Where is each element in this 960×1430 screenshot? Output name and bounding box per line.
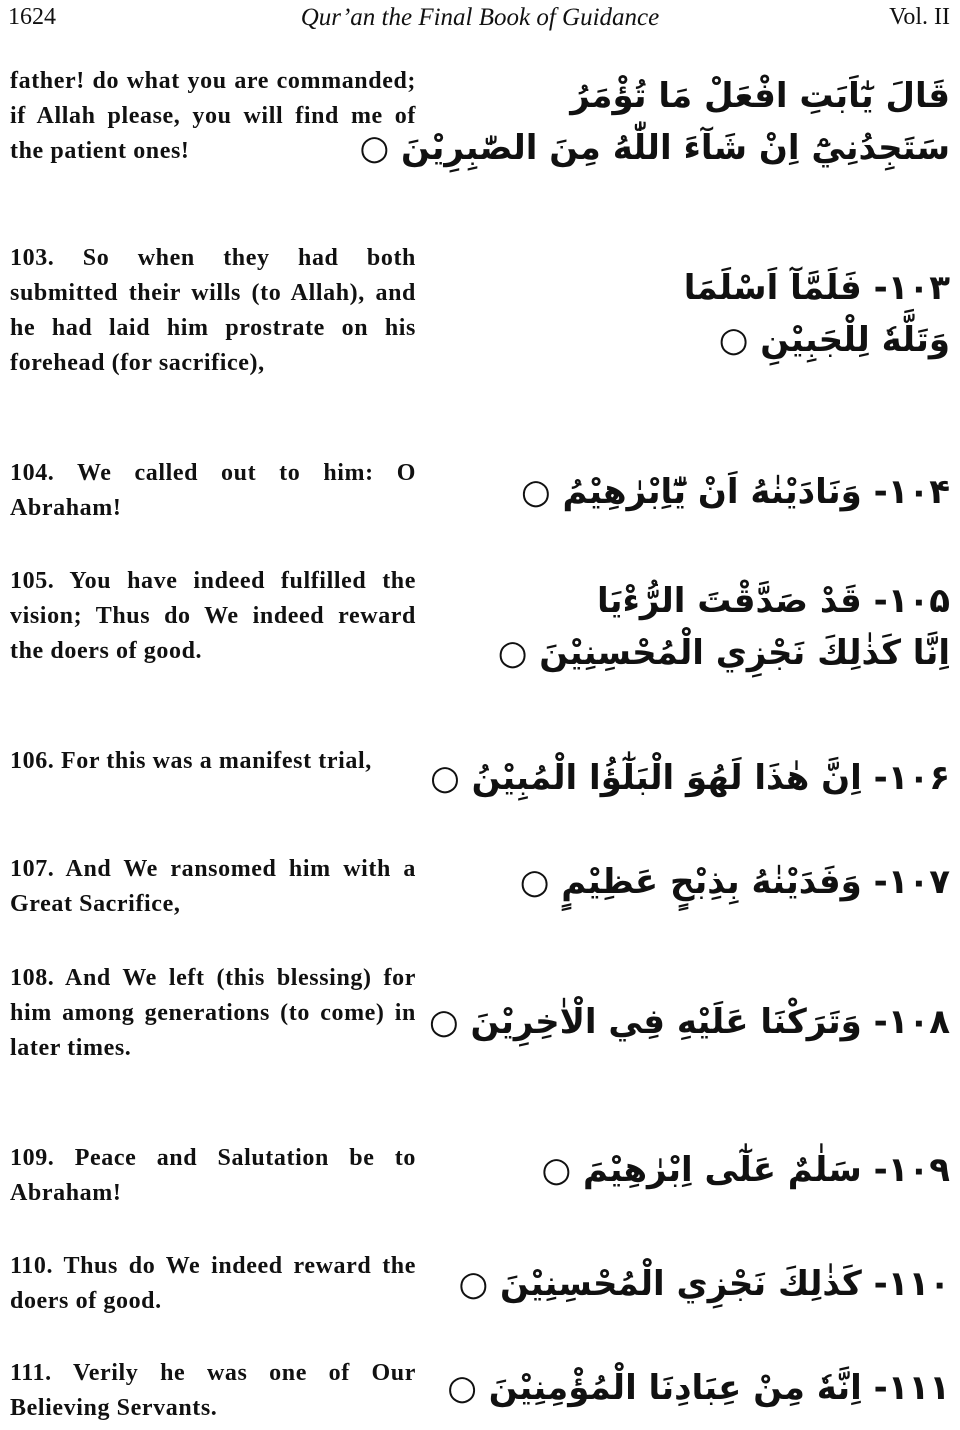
verse-arabic (447, 1362, 950, 1414)
page-header (0, 0, 960, 40)
verse-english: father! do what you are commanded; if Allah please, you will find me of the patient ones! (10, 68, 416, 164)
verse-arabic (359, 70, 950, 174)
arabic-line: ۱۱۱- اِنَّهٗ مِنْ عِبَادِنَا الْمُؤْمِنِيْنَ ○ (447, 1368, 950, 1408)
verse-arabic (480, 1144, 950, 1196)
verse-arabic (480, 466, 950, 518)
arabic-line: قَالَ يٰٓاَبَتِ افْعَلْ مَا تُؤْمَرُ (570, 76, 950, 116)
arabic-line: اِنَّا كَذٰلِكَ نَجْزِي الْمُحْسِنِيْنَ ○ (497, 633, 950, 673)
arabic-line: ۱۰۳- فَلَمَّآ اَسْلَمَا (683, 268, 950, 308)
arabic-line: ۱۰۴- وَنَادَيْنٰهُ اَنْ يّٰٓاِبْرٰهِيْمُ ○ (520, 472, 950, 512)
verse-arabic (458, 1258, 950, 1310)
running-title: Qur’an the Final Book of Guidance (300, 4, 660, 31)
arabic-line: ۱۰۹- سَلٰمٌ عَلٰٓى اِبْرٰهِيْمَ ○ (541, 1150, 950, 1190)
arabic-line: سَتَجِدُنِيْٓ اِنْ شَآءَ اللّٰهُ مِنَ الصّٰبِرِيْنَ ○ (359, 128, 950, 168)
arabic-line: ۱۰۸- وَتَرَكْنَا عَلَيْهِ فِي الْاٰخِرِيْنَ ○ (429, 1002, 950, 1042)
arabic-line: ۱۱۰- كَذٰلِكَ نَجْزِي الْمُحْسِنِيْنَ ○ (458, 1264, 950, 1304)
page-number: 1624 (8, 4, 56, 30)
verse-english: 105. You have indeed fulfilled the vision; Thus do We indeed reward the doers of good. (10, 568, 416, 664)
verse-arabic (480, 262, 950, 366)
verse-english: 106. For this was a manifest trial, (10, 748, 372, 774)
verse-arabic (430, 752, 950, 804)
verse-arabic (480, 575, 950, 679)
verse-arabic (429, 996, 950, 1048)
verse-english: 103. So when they had both submitted their wills (to Allah), and he had laid him prostrate on his forehead (for sacrifice), (10, 245, 416, 376)
arabic-line: وَتَلَّهٗ لِلْجَبِيْنِ ○ (718, 320, 950, 360)
verse-english: 104. We called out to him: O Abraham! (10, 460, 416, 521)
verse-english: 110. Thus do We indeed reward the doers of good. (10, 1253, 416, 1314)
arabic-line: ۱۰۵- قَدْ صَدَّقْتَ الرُّءْيَا (596, 581, 950, 621)
verse-english: 108. And We left (this blessing) for him among generations (to come) in later times. (10, 965, 416, 1061)
verse-english: 107. And We ransomed him with a Great Sacrifice, (10, 856, 416, 917)
volume-label: Vol. II (889, 4, 950, 30)
arabic-line: ۱۰۶- اِنَّ هٰذَا لَهُوَ الْبَلٰٓؤُا الْمُبِيْنُ ○ (430, 758, 950, 798)
arabic-line: ۱۰۷- وَفَدَيْنٰهُ بِذِبْحٍ عَظِيْمٍ ○ (519, 862, 950, 902)
verse-arabic (480, 856, 950, 908)
verse-english: 111. Verily he was one of Our Believing Servants. (10, 1360, 416, 1421)
verse-english: 109. Peace and Salutation be to Abraham! (10, 1145, 416, 1206)
